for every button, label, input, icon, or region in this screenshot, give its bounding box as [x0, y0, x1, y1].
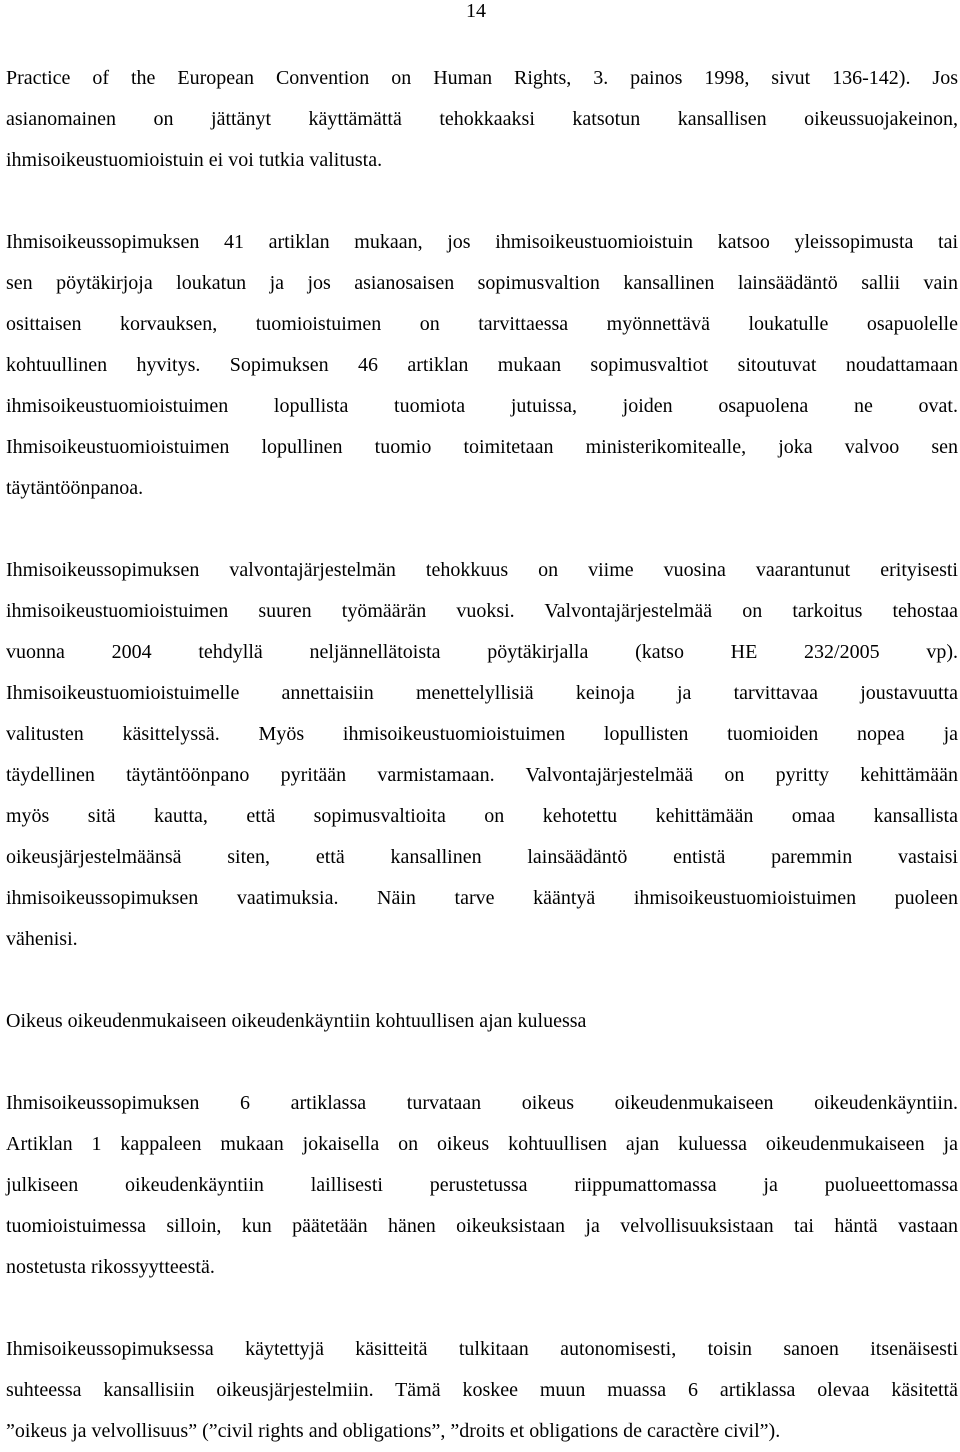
text-line: suhteessa kansallisiin oikeusjärjestelmiin. Tämä koskee muun muassa 6 artiklassa olevaa käsitettä	[6, 1379, 958, 1401]
text-line: Ihmisoikeustuomioistuimen lopullinen tuomio toimitetaan ministerikomitealle, joka valvoo sen	[6, 436, 958, 458]
text-line: tuomioistuimessa silloin, kun päätetään hänen oikeuksistaan ja velvollisuuksistaan tai häntä vastaan	[6, 1215, 958, 1237]
text-line: vähenisi.	[6, 928, 78, 950]
paragraph-3	[6, 550, 958, 960]
text-line: Ihmisoikeussopimuksen 6 artiklassa turvataan oikeus oikeudenmukaiseen oikeudenkäyntiin.	[6, 1092, 958, 1114]
text-line: osittaisen korvauksen, tuomioistuimen on tarvittaessa myönnettävä loukatulle osapuolelle	[6, 313, 958, 335]
paragraph-4	[6, 1083, 958, 1288]
paragraph-1	[6, 58, 958, 181]
text-line: valitusten käsittelyssä. Myös ihmisoikeustuomioistuimen lopullisten tuomioiden nopea ja	[6, 723, 958, 745]
text-line: myös sitä kautta, että sopimusvaltioita on kehotettu kehittämään omaa kansallista	[6, 805, 958, 827]
page-number: 14	[466, 0, 486, 22]
section-heading: Oikeus oikeudenmukaiseen oikeudenkäyntiin kohtuullisen ajan kuluessa	[6, 1010, 587, 1032]
text-line: Practice of the European Convention on Human Rights, 3. painos 1998, sivut 136-142). Jos	[6, 67, 958, 89]
text-line: ihmisoikeustuomioistuimen suuren työmäärän vuoksi. Valvontajärjestelmää on tarkoitus tehostaa	[6, 600, 958, 622]
text-line: kohtuullinen hyvitys. Sopimuksen 46 artiklan mukaan sopimusvaltiot sitoutuvat noudattamaan	[6, 354, 958, 376]
text-line: oikeusjärjestelmäänsä siten, että kansallinen lainsäädäntö entistä paremmin vastaisi	[6, 846, 958, 868]
body-text	[6, 58, 958, 1452]
text-line: nostetusta rikossyytteestä.	[6, 1256, 215, 1278]
paragraph-2	[6, 222, 958, 509]
text-line: Ihmisoikeustuomioistuimelle annettaisiin menettelyllisiä keinoja ja tarvittavaa joustavuutta	[6, 682, 958, 704]
text-line: ihmisoikeustuomioistuin ei voi tutkia valitusta.	[6, 149, 383, 171]
text-line: julkiseen oikeudenkäyntiin laillisesti perustetussa riippumattomassa ja puolueettomassa	[6, 1174, 958, 1196]
text-line: Ihmisoikeussopimuksen 41 artiklan mukaan, jos ihmisoikeustuomioistuin katsoo yleissopimusta tai	[6, 231, 958, 253]
text-line: Ihmisoikeussopimuksessa käytettyjä käsitteitä tulkitaan autonomisesti, toisin sanoen itsenäisesti	[6, 1338, 958, 1360]
text-line: asianomainen on jättänyt käyttämättä tehokkaaksi katsotun kansallisen oikeussuojakeinon,	[6, 108, 958, 130]
text-line: sen pöytäkirjoja loukatun ja jos asianosaisen sopimusvaltion kansallinen lainsäädäntö sallii vain	[6, 272, 958, 294]
text-line: täytäntöönpanoa.	[6, 477, 144, 499]
text-line: Artiklan 1 kappaleen mukaan jokaisella on oikeus kohtuullisen ajan kuluessa oikeudenmukaiseen ja	[6, 1133, 958, 1155]
text-line: ihmisoikeussopimuksen vaatimuksia. Näin tarve kääntyä ihmisoikeustuomioistuimen puoleen	[6, 887, 958, 909]
text-line: täydellinen täytäntöönpano pyritään varmistamaan. Valvontajärjestelmää on pyritty kehittämään	[6, 764, 958, 786]
text-line: vuonna 2004 tehdyllä neljännellätoista pöytäkirjalla (katso HE 232/2005 vp).	[6, 641, 958, 663]
text-line: ”oikeus ja velvollisuus” (”civil rights and obligations”, ”droits et obligations de caractère civil”).	[6, 1420, 781, 1442]
text-line: Ihmisoikeussopimuksen valvontajärjestelmän tehokkuus on viime vuosina vaarantunut erityisesti	[6, 559, 958, 581]
paragraph-5	[6, 1329, 958, 1452]
text-line: ihmisoikeustuomioistuimen lopullista tuomiota jutuissa, joiden osapuolena ne ovat.	[6, 395, 958, 417]
